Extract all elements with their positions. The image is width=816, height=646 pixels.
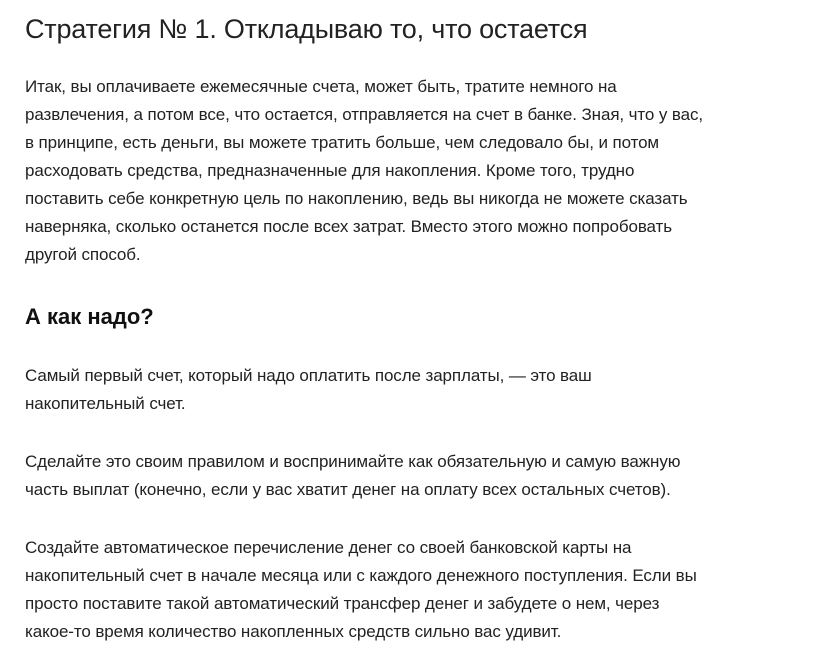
paragraph-line: накопительный счет в начале месяца или с каждого денежного поступления. Если вы (25, 566, 697, 585)
paragraph-line: поставить себе конкретную цель по накоплению, ведь вы никогда не можете сказать (25, 189, 688, 208)
paragraph-line: Создайте автоматическое перечисление денег со своей банковской карты на (25, 538, 632, 557)
paragraph-line: какое-то время количество накопленных средств сильно вас удивит. (25, 622, 562, 641)
paragraph-line: накопительный счет. (25, 394, 186, 413)
paragraph-first-bill (25, 362, 776, 418)
paragraph-auto-transfer (25, 534, 776, 646)
paragraph-line: Итак, вы оплачиваете ежемесячные счета, может быть, тратите немного на (25, 77, 617, 96)
paragraph-rule (25, 448, 776, 504)
paragraph-line: расходовать средства, предназначенные для накопления. Кроме того, трудно (25, 161, 635, 180)
paragraph-strategy-description (25, 73, 776, 269)
strategy-heading: Стратегия № 1. Откладываю то, что остается (25, 14, 588, 44)
paragraph-line: часть выплат (конечно, если у вас хватит денег на оплату всех остальных счетов). (25, 480, 671, 499)
paragraph-line: наверняка, сколько останется после всех затрат. Вместо этого можно попробовать (25, 217, 672, 236)
paragraph-line: в принципе, есть деньги, вы можете тратить больше, чем следовало бы, и потом (25, 133, 660, 152)
paragraph-line: развлечения, а потом все, что остается, отправляется на счет в банке. Зная, что у вас, (25, 105, 704, 124)
paragraph-line: просто поставите такой автоматический трансфер денег и забудете о нем, через (25, 594, 660, 613)
paragraph-line: Сделайте это своим правилом и воспринимайте как обязательную и самую важную (25, 452, 681, 471)
how-to-heading: А как надо? (25, 304, 154, 329)
paragraph-line: Самый первый счет, который надо оплатить после зарплаты, — это ваш (25, 366, 592, 385)
paragraph-line: другой способ. (25, 245, 141, 264)
